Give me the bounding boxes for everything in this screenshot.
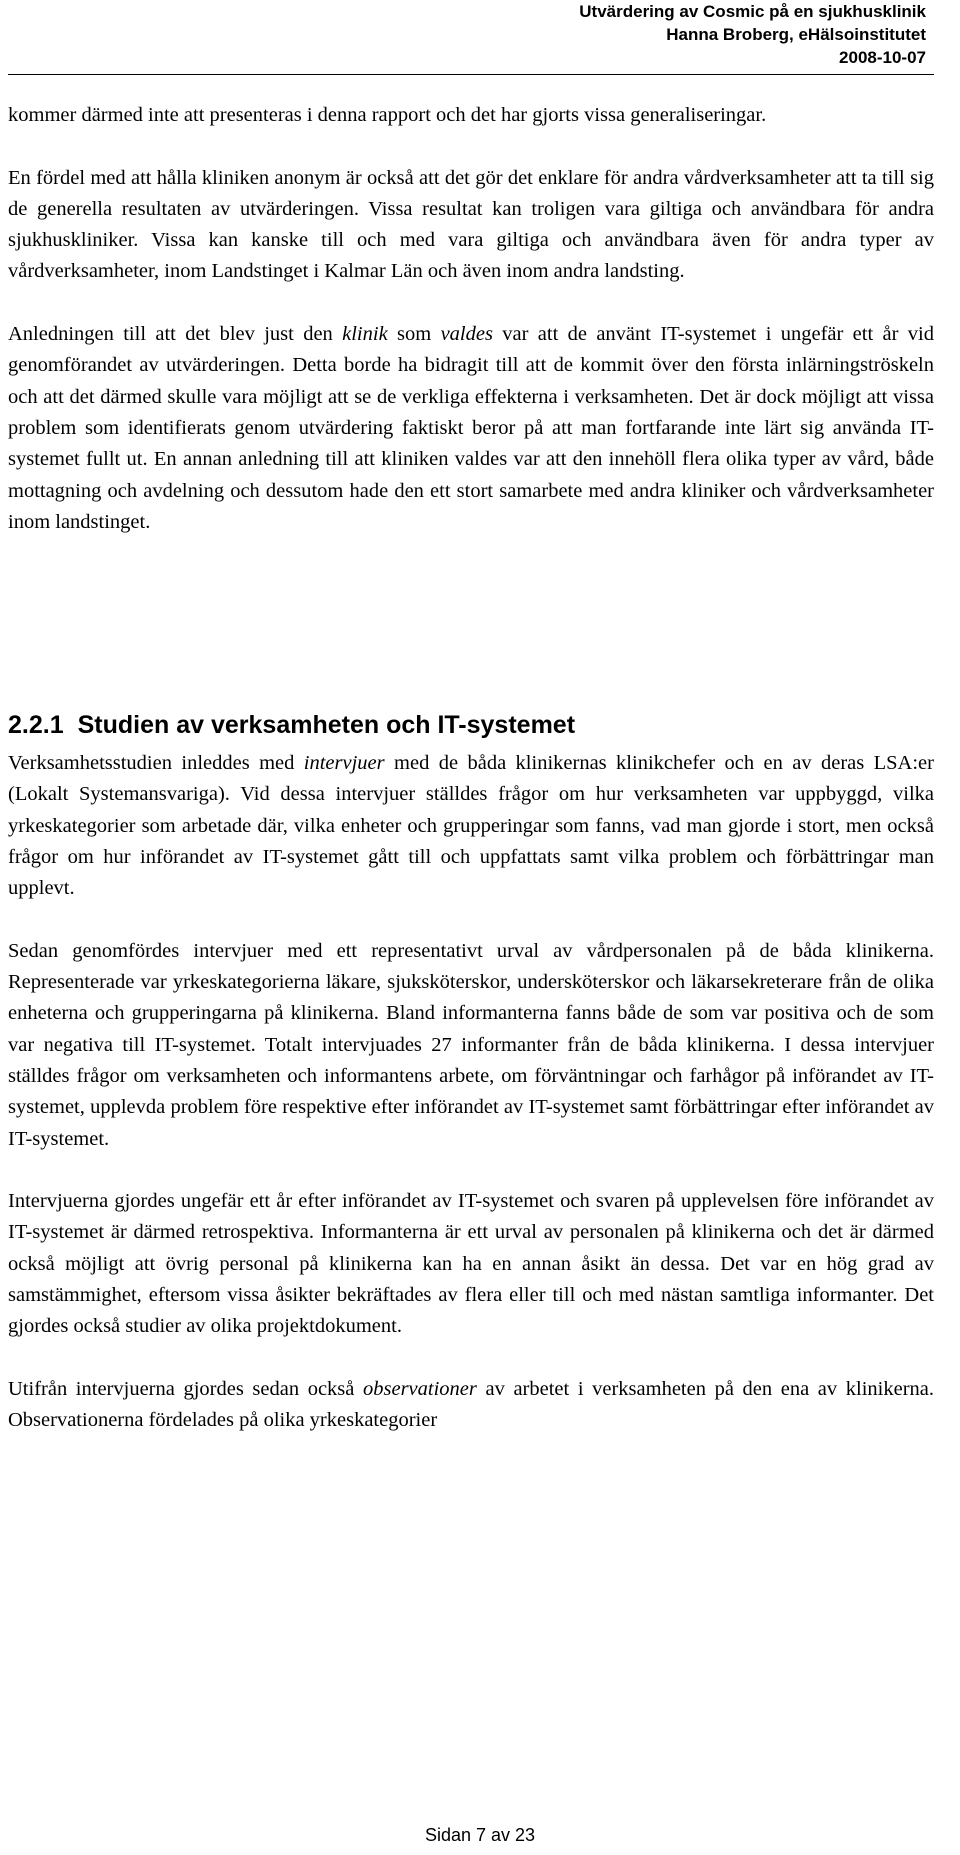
section-heading — [8, 710, 934, 741]
paragraph: En fördel med att hålla kliniken anonym är också att det gör det enklare för andra vårdverksamheter att ta till sig de generella resultaten av utvärderingen. Vissa resultat kan troligen vara giltiga och användbara för andra sjukhuskliniker. Vissa kan kanske till och med vara giltiga och användbara även för andra typer av vårdverksamheter, inom Landstinget i Kalmar Län och även inom andra landsting. — [8, 166, 934, 283]
italic-term: valdes — [440, 323, 493, 346]
text-run: Utifrån intervjuerna gjordes sedan också — [8, 1377, 363, 1400]
page-number: Sidan 7 av 23 — [424, 1825, 536, 1845]
italic-term: klinik — [342, 323, 388, 346]
body-text-section-1 — [8, 100, 934, 538]
text-run: med de båda klinikernas klinikchefer och en av deras LSA:er (Lokalt Systemansvariga). Vid dessa intervjuer ställdes frågor om hur verksamheten var uppbyggd, vilka yrkeskategorier som arbetade där, vilka enheter och grupperingar som fanns, vad man gjorde i stort, men också frågor om hur införandet av IT-systemet gått till och uppfattats samt vilka problem och förbättringar man upplevt. — [8, 752, 934, 900]
paragraph: Sedan genomfördes intervjuer med ett representativt urval av vårdpersonalen på de båda klinikerna. Representerade var yrkeskategorierna läkare, sjuksköterskor, undersköterskor och läkarsekreterare från de olika enheterna och grupperingarna på klinikerna. Bland informanterna fanns både de som var positiva och de som var negativa till IT-systemet. Totalt intervjuades 27 informanter från de båda klinikerna. I dessa intervjuer ställdes frågor om verksamheten och informantens arbete, om förväntningar och farhågor på införandet av IT-systemet, upplevda problem före respektive efter införandet av IT-systemet samt förbättringar efter införandet av IT-systemet. — [8, 939, 934, 1150]
page-footer — [0, 1824, 960, 1846]
section-number: 2.2.1 — [8, 711, 64, 739]
text-run: Anledningen till att det blev just den — [8, 323, 343, 346]
italic-term: observationer — [363, 1377, 477, 1400]
document-title: Utvärdering av Cosmic på en sjukhusklinik — [579, 2, 926, 21]
document-date: 2008-10-07 — [839, 48, 926, 67]
text-run: var att de använt IT-systemet i ungefär ett år vid genomförandet av utvärderingen. Detta borde ha bidragit till att de kommit över den första inlärningströskeln och att det därmed skulle vara möjligt att se de verkliga effekterna i verksamheten. Det är dock möjligt att vissa problem som identifierats genom utvärdering faktiskt beror på att man fortfarande inte lärt sig använda IT-systemet fullt ut. En annan anledning till att kliniken valdes var att den innehöll flera olika typer av vård, både mottagning och avdelning och dessutom hade den ett stort samarbete med andra kliniker och vårdverksamheter inom landstinget. — [8, 323, 934, 533]
paragraph — [8, 319, 934, 538]
document-author: Hanna Broberg, eHälsoinstitutet — [666, 25, 926, 44]
paragraph: kommer därmed inte att presenteras i denna rapport och det har gjorts vissa generaliseringar. — [8, 104, 767, 126]
paragraph — [8, 748, 934, 904]
body-text-section-2 — [8, 748, 934, 1437]
section-title: Studien av verksamheten och IT-systemet — [77, 711, 576, 739]
page-header — [226, 0, 926, 69]
text-run: som — [387, 323, 441, 346]
text-run: Verksamhetsstudien inleddes med — [8, 752, 304, 774]
paragraph: Intervjuerna gjordes ungefär ett år efter införandet av IT-systemet och svaren på upplevelsen före införandet av IT-systemet är därmed retrospektiva. Informanterna är ett urval av personalen på klinikerna och det är därmed också möjligt att övrig personal på klinikerna kan ha en annan åsikt än dessa. Det var en hög grad av samstämmighet, eftersom vissa åsikter bekräftades av flera eller till och med nästan samtliga informanter. Det gjordes också studier av olika projektdokument. — [8, 1190, 934, 1338]
paragraph — [8, 1374, 934, 1437]
text-run: av arbetet i verksamheten på den ena av klinikerna. Observationerna fördelades på olika yrkeskategorier — [8, 1377, 934, 1432]
italic-term: intervjuer — [303, 752, 385, 774]
header-divider — [8, 74, 934, 75]
